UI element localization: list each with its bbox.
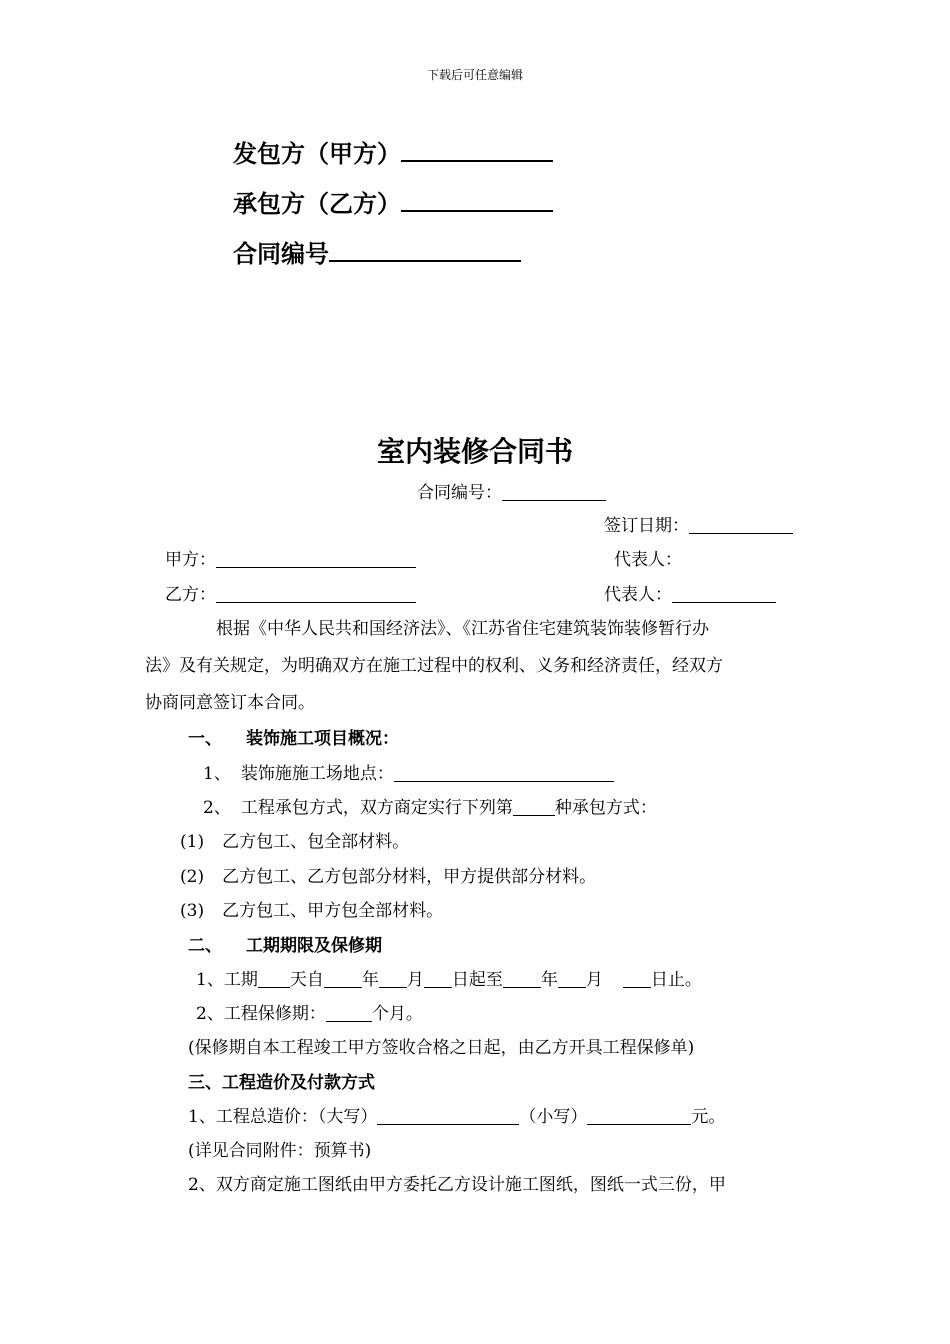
sec3-item-2: 2、双方商定施工图纸由甲方委托乙方设计施工图纸，图纸一式三份，甲 <box>188 1175 726 1195</box>
cover-party-a-label: 发包方（甲方） <box>233 140 401 168</box>
cover-party-a <box>233 134 553 169</box>
meta-rep-b-blank[interactable] <box>672 584 776 603</box>
sec1-option-1-num: (1) <box>180 832 205 852</box>
price-words-blank[interactable] <box>377 1106 519 1125</box>
sec2-title: 工期期限及保修期 <box>246 936 382 956</box>
intro-line-2: 法》及有关规定，为明确双方在施工过程中的权利、义务和经济责任，经双方 <box>145 656 723 676</box>
sec1-option-3-num: (3) <box>180 901 205 921</box>
meta-sign-date-blank[interactable] <box>689 515 793 534</box>
period-end-month-blank[interactable] <box>558 969 586 988</box>
sec1-item-2-text-b: 种承包方式： <box>554 798 657 818</box>
warranty-months-blank[interactable] <box>326 1003 372 1022</box>
sec1-heading <box>188 724 399 749</box>
period-text-2: 年 <box>361 970 379 990</box>
meta-rep-a: 代表人： <box>614 550 682 570</box>
meta-party-b-label: 乙方： <box>165 585 216 605</box>
sec3-note: (详见合同附件：预算书) <box>188 1141 372 1161</box>
period-end-day-blank[interactable] <box>623 969 651 988</box>
sec1-item-1 <box>203 759 614 784</box>
period-text-0: 1、工期 <box>196 970 258 990</box>
cover-contract-no <box>233 234 521 269</box>
period-start-month-blank[interactable] <box>379 969 407 988</box>
sec1-item-1-label: 装饰施施工场地点： <box>240 764 394 784</box>
meta-rep-b <box>604 580 776 605</box>
sec1-option-2-num: (2) <box>180 867 205 887</box>
meta-contract-no <box>417 478 606 503</box>
sec2-note: (保修期自本工程竣工甲方签收合格之日起，由乙方开具工程保修单) <box>188 1038 695 1058</box>
meta-party-a-label: 甲方： <box>165 550 216 570</box>
price-figures-blank[interactable] <box>587 1106 691 1125</box>
sec3-heading: 三、工程造价及付款方式 <box>188 1073 375 1093</box>
sec1-item-2-text-a: 工程承包方式，双方商定实行下列第 <box>240 798 513 818</box>
header-note: 下载后可任意编辑 <box>426 68 523 82</box>
cover-party-b <box>233 184 553 219</box>
sec1-site-blank[interactable] <box>394 763 614 782</box>
sec2-warranty <box>196 999 423 1024</box>
sec1-item-1-num: 1、 <box>203 764 231 784</box>
period-start-year-blank[interactable] <box>324 969 362 988</box>
sec1-option-1 <box>180 827 409 852</box>
cover-party-b-label: 承包方（乙方） <box>233 190 401 218</box>
sec1-item-2-num: 2、 <box>203 798 231 818</box>
sec1-item-2 <box>203 793 657 818</box>
cover-contract-no-label: 合同编号 <box>233 240 329 268</box>
period-text-1: 天自 <box>289 970 324 990</box>
period-text-7: 日止。 <box>650 970 702 990</box>
sec1-option-2 <box>180 862 596 887</box>
period-text-5: 年 <box>540 970 558 990</box>
sec2-heading <box>188 931 382 956</box>
sec3-price <box>188 1102 725 1127</box>
sec1-num: 一、 <box>188 729 222 749</box>
sec2-num: 二、 <box>188 936 222 956</box>
price-text-c: 元。 <box>691 1107 726 1127</box>
meta-rep-b-label: 代表人： <box>604 585 672 605</box>
period-text-3: 月 <box>406 970 424 990</box>
price-text-a: 1、工程总造价：（大写） <box>188 1107 378 1127</box>
period-days-blank[interactable] <box>258 969 290 988</box>
sec2-period <box>196 965 702 990</box>
sec1-title: 装饰施工项目概况： <box>246 729 399 749</box>
meta-contract-no-blank[interactable] <box>502 482 606 501</box>
document-title: 室内装修合同书 <box>376 435 573 468</box>
period-start-day-blank[interactable] <box>424 969 452 988</box>
meta-sign-date <box>604 511 793 536</box>
meta-sign-date-label: 签订日期： <box>604 516 689 536</box>
warranty-text-a: 2、工程保修期： <box>196 1004 326 1024</box>
sec1-method-blank[interactable] <box>513 797 555 816</box>
warranty-text-b: 个月。 <box>371 1004 423 1024</box>
period-text-6: 月 <box>585 970 603 990</box>
cover-contract-no-blank[interactable] <box>329 238 521 262</box>
cover-party-a-blank[interactable] <box>401 138 553 162</box>
meta-party-b <box>165 580 416 605</box>
sec1-option-3-text: 乙方包工、甲方包全部材料。 <box>222 901 444 921</box>
sec1-option-3 <box>180 896 443 921</box>
intro-line-3: 协商同意签订本合同。 <box>145 693 315 713</box>
meta-party-a-blank[interactable] <box>216 549 416 568</box>
period-end-year-blank[interactable] <box>503 969 541 988</box>
sec1-option-2-text: 乙方包工、乙方包部分材料，甲方提供部分材料。 <box>222 867 597 887</box>
meta-party-b-blank[interactable] <box>216 584 416 603</box>
intro-line-1: 根据《中华人民共和国经济法》、《江苏省住宅建筑装饰装修暂行办 <box>216 619 709 639</box>
meta-contract-no-label: 合同编号： <box>417 483 502 503</box>
sec1-option-1-text: 乙方包工、包全部材料。 <box>222 832 410 852</box>
meta-party-a <box>165 545 416 570</box>
price-text-b: （小写） <box>519 1107 588 1127</box>
period-text-4: 日起至 <box>451 970 503 990</box>
cover-party-b-blank[interactable] <box>401 188 553 212</box>
